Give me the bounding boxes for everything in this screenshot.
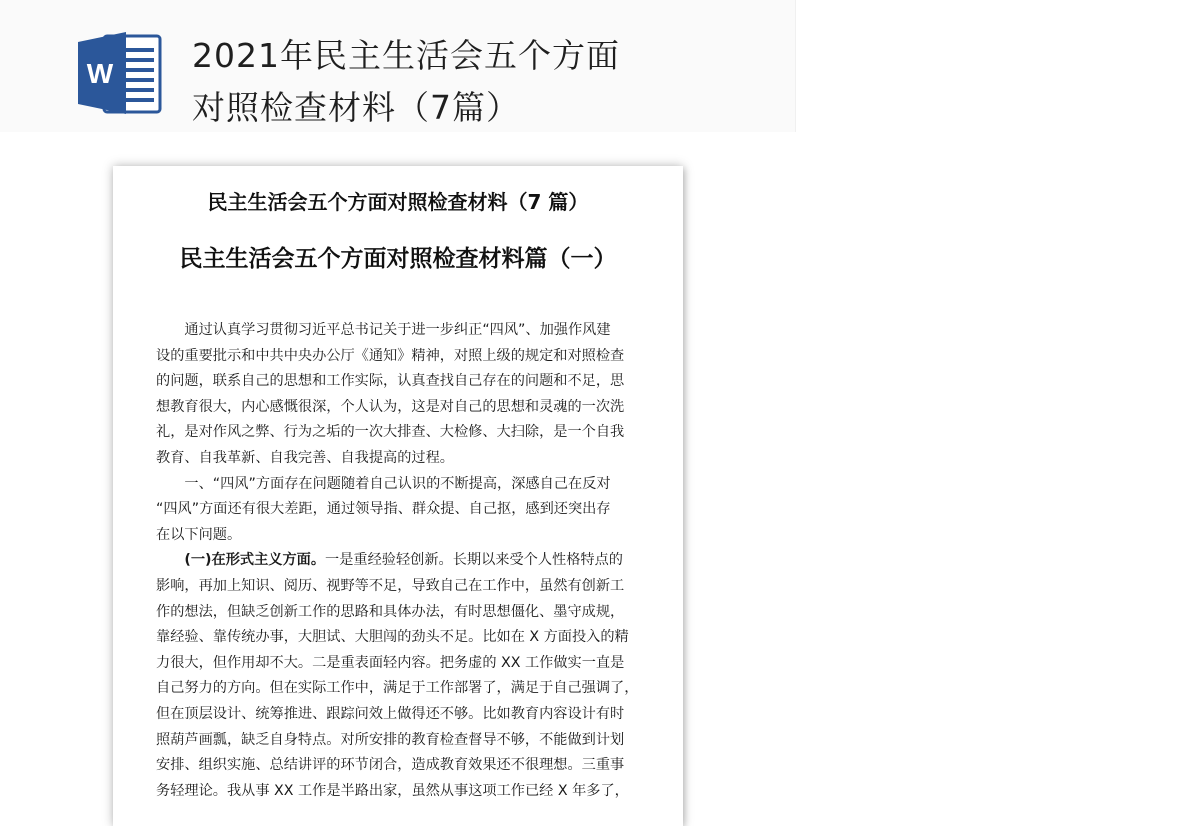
document-title: 民主生活会五个方面对照检查材料（7 篇） xyxy=(207,190,589,214)
body-line: 通过认真学习贯彻习近平总书记关于进一步纠正“四风”、加强作风建 xyxy=(156,322,611,338)
body-line: 力很大，但作用却不大。二是重表面轻内容。把务虚的 XX 工作做实一直是 xyxy=(156,654,625,671)
section-heading-bold: (一)在形式主义方面。 xyxy=(156,552,326,569)
word-icon xyxy=(76,30,166,116)
section-heading-rest: 一是重经验轻创新。长期以来受个人性格特点的 xyxy=(325,552,623,569)
body-line: 作的想法，但缺乏创新工作的思路和具体办法，有时思想僵化、墨守成规， xyxy=(156,603,625,620)
body-line: 安排、组织实施、总结讲评的环节闭合，造成教育效果还不很理想。三重事 xyxy=(156,757,625,774)
body-line: 靠经验、靠传统办事，大胆试、大胆闯的劲头不足。比如在 X 方面投入的精 xyxy=(156,629,629,646)
word-icon-letter: W xyxy=(86,58,114,89)
document-body xyxy=(156,318,646,804)
document-preview-page xyxy=(113,166,683,826)
body-line: 一、“四风”方面存在问题随着自己认识的不断提高，深感自己在反对 xyxy=(156,475,611,492)
body-line: 礼，是对作风之弊、行为之垢的一次大排查、大检修、大扫除，是一个自我 xyxy=(156,424,625,441)
body-line: 教育、自我革新、自我完善、自我提高的过程。 xyxy=(156,449,454,466)
header-band xyxy=(0,0,796,132)
body-line: 的问题，联系自己的思想和工作实际，认真查找自己存在的问题和不足，思 xyxy=(156,373,625,390)
body-line: 但在顶层设计、统筹推进、跟踪问效上做得还不够。比如教育内容设计有时 xyxy=(156,705,625,722)
title-line-2: 对照检查材料（7篇） xyxy=(192,88,520,127)
body-line: 在以下问题。 xyxy=(156,526,242,543)
document-subtitle: 民主生活会五个方面对照检查材料篇（一） xyxy=(179,246,617,272)
body-line: 想教育很大，内心感慨很深，个人认为，这是对自己的思想和灵魂的一次洗 xyxy=(156,398,625,415)
body-line: “四风”方面还有很大差距，通过领导指、群众提、自己抠，感到还突出存 xyxy=(156,501,611,518)
page-title xyxy=(192,30,752,134)
title-line-1: 2021年民主生活会五个方面 xyxy=(192,36,620,75)
body-line-section-heading xyxy=(156,548,646,574)
body-line: 影响，再加上知识、阅历、视野等不足，导致自己在工作中，虽然有创新工 xyxy=(156,577,625,594)
body-line: 照葫芦画瓢，缺乏自身特点。对所安排的教育检查督导不够，不能做到计划 xyxy=(156,731,625,748)
body-line: 自己努力的方向。但在实际工作中，满足于工作部署了，满足于自己强调了， xyxy=(156,680,639,697)
body-line: 设的重要批示和中共中央办公厅《通知》精神，对照上级的规定和对照检查 xyxy=(156,347,625,364)
body-line: 务轻理论。我从事 XX 工作是半路出家，虽然从事这项工作已经 X 年多了， xyxy=(156,782,629,799)
